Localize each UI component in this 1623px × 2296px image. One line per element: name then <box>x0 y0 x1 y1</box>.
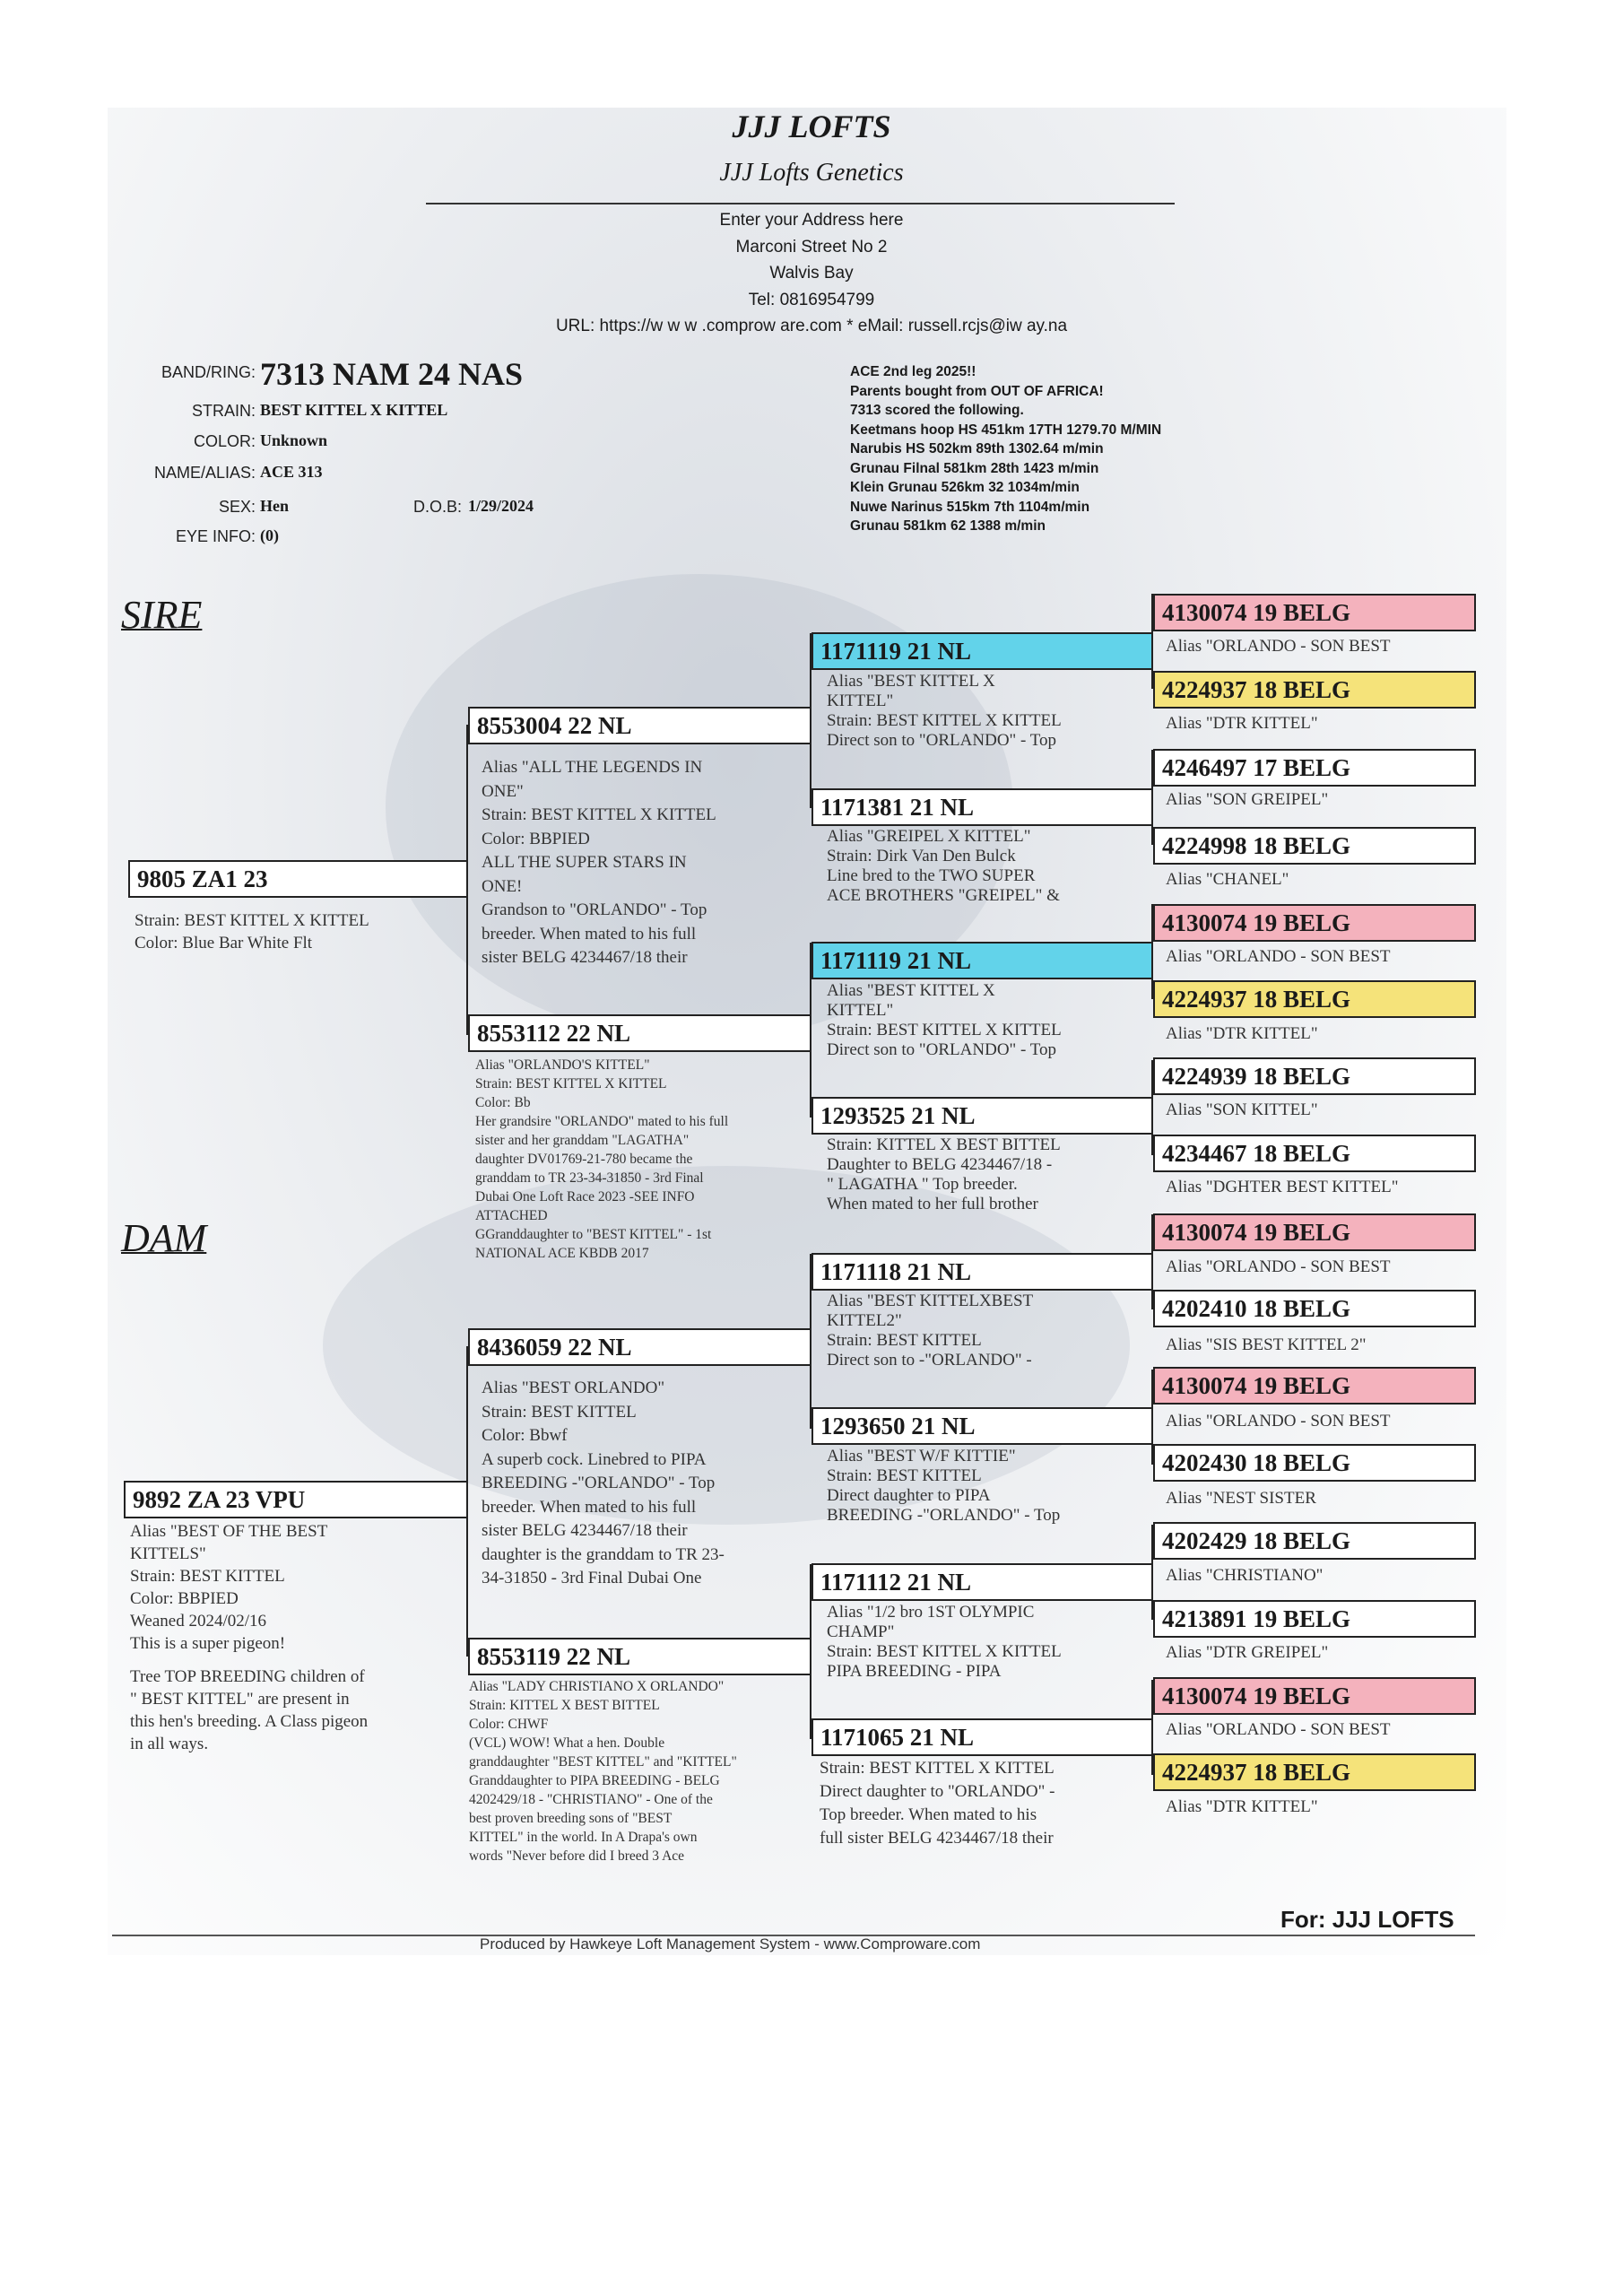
info-line: Grandson to "ORLANDO" - Top <box>482 900 707 919</box>
info-line: words "Never before did I breed 3 Ace <box>469 1848 685 1864</box>
pedigree-alias-gen4: Alias "SIS BEST KITTEL 2" <box>1166 1335 1367 1354</box>
info-line: (VCL) WOW! What a hen. Double <box>469 1735 665 1751</box>
sex-label: SEX: <box>218 498 256 516</box>
info-line: sister BELG 4234467/18 their <box>482 1521 688 1540</box>
info-line: BREEDING -"ORLANDO" - Top <box>482 1474 716 1492</box>
info-line: GGranddaughter to "BEST KITTEL" - 1st <box>475 1227 712 1242</box>
info-line: This is a super pigeon! <box>130 1634 286 1653</box>
info-line: Strain: BEST KITTEL X KITTEL <box>827 1021 1062 1039</box>
info-line: Weaned 2024/02/16 <box>130 1612 267 1631</box>
info-line: this hen's breeding. A Class pigeon <box>130 1712 369 1731</box>
band-label: BAND/RING: <box>161 363 256 381</box>
info-line: Color: BBPIED <box>130 1589 239 1608</box>
note-line: 7313 scored the following. <box>850 403 1024 418</box>
pedigree-info-gen3 <box>827 672 1151 772</box>
info-line: ATTACHED <box>475 1208 548 1223</box>
pedigree-info-gen3 <box>827 1447 1151 1547</box>
pedigree-box-gen4: 4202410 18 BELG <box>1153 1290 1476 1327</box>
info-line: sister and her granddam "LAGATHA" <box>475 1133 690 1148</box>
info-line: A superb cock. Linebred to PIPA <box>482 1449 707 1469</box>
pedigree-box-sire: 9805 ZA1 23 <box>128 860 468 898</box>
pedigree-box-gen4: 4130074 19 BELG <box>1153 1677 1476 1715</box>
info-line: Color: CHWF <box>469 1717 549 1732</box>
address-line: Tel: 0816954799 <box>748 290 875 309</box>
info-line: Direct son to -"ORLANDO" - <box>827 1351 1032 1370</box>
info-line: Line bred to the TWO SUPER <box>827 866 1036 885</box>
info-line: PIPA BREEDING - PIPA <box>827 1662 1002 1681</box>
note-line: Grunau 581km 62 1388 m/min <box>850 518 1046 534</box>
info-line: in all ways. <box>130 1735 209 1753</box>
info-line: KITTEL" in the world. In A Drapa's own <box>469 1830 698 1845</box>
note-line: Nuwe Narinus 515km 7th 1104m/min <box>850 499 1090 515</box>
info-line: Strain: BEST KITTEL X KITTEL <box>827 1642 1062 1661</box>
eye-info-value: (0) <box>260 526 279 544</box>
info-line: Color: Blue Bar White Flt <box>135 934 313 952</box>
info-line: " BEST KITTEL" are present in <box>130 1690 350 1709</box>
info-line: Strain: BEST KITTEL <box>130 1567 285 1586</box>
pedigree-alias-gen4: Alias "ORLANDO - SON BEST <box>1166 947 1391 966</box>
race-notes <box>850 362 1161 536</box>
pedigree-alias-gen4: Alias "ORLANDO - SON BEST <box>1166 1720 1391 1739</box>
info-line: Alias "1/2 bro 1ST OLYMPIC <box>827 1603 1035 1622</box>
info-line: Color: Bbwf <box>482 1426 568 1445</box>
info-line: Granddaughter to PIPA BREEDING - BELG <box>469 1773 720 1788</box>
info-line: NATIONAL ACE KBDB 2017 <box>475 1246 649 1261</box>
pedigree-box-gen3: 1171119 21 NL <box>812 632 1153 670</box>
info-line: Alias "BEST KITTEL X <box>827 672 995 691</box>
info-line: Tree TOP BREEDING children of <box>130 1667 365 1686</box>
info-line: Color: Bb <box>475 1095 531 1110</box>
info-line: ONE" <box>482 781 524 801</box>
sire-heading: SIRE <box>121 593 203 637</box>
pedigree-box-gen3: 1171119 21 NL <box>812 942 1153 979</box>
pedigree-box-gen4: 4224937 18 BELG <box>1153 1753 1476 1791</box>
info-line: Direct daughter to "ORLANDO" - <box>820 1782 1055 1801</box>
info-line: Alias "BEST KITTELXBEST <box>827 1292 1034 1310</box>
pedigree-box-gen4: 4246497 17 BELG <box>1153 749 1476 787</box>
info-line: Strain: BEST KITTEL X KITTEL <box>482 805 716 824</box>
info-line: Alias "GREIPEL X KITTEL" <box>827 827 1031 846</box>
alias-value: ACE 313 <box>260 463 323 481</box>
address-line: Walvis Bay <box>769 264 854 283</box>
page-subtitle: JJJ Lofts Genetics <box>719 159 904 187</box>
info-line: KITTEL" <box>827 1001 894 1020</box>
pedigree-alias-gen4: Alias "NEST SISTER <box>1166 1489 1316 1508</box>
info-line: Top breeder. When mated to his <box>820 1805 1037 1824</box>
info-line: Strain: BEST KITTEL X KITTEL <box>475 1076 667 1091</box>
pedigree-alias-gen4: Alias "CHANEL" <box>1166 870 1289 889</box>
pedigree-box-gen3: 1171118 21 NL <box>812 1253 1153 1291</box>
pedigree-info-gen2 <box>482 756 804 998</box>
info-line: Direct daughter to PIPA <box>827 1486 991 1505</box>
pedigree-alias-gen4: Alias "DGHTER BEST KITTEL" <box>1166 1178 1399 1196</box>
color-value: Unknown <box>260 431 328 449</box>
info-line: ACE BROTHERS "GREIPEL" & <box>827 886 1060 905</box>
note-line: Grunau Filnal 581km 28th 1423 m/min <box>850 460 1099 476</box>
page-title: JJJ LOFTS <box>732 109 891 144</box>
note-line: Keetmans hoop HS 451km 17TH 1279.70 M/MIN <box>850 422 1162 438</box>
url-email-line: URL: https://w w w .comprow are.com * eMail: russell.rcjs@iw ay.na <box>555 317 1068 335</box>
info-line: CHAMP" <box>827 1622 895 1641</box>
info-line: Strain: BEST KITTEL <box>827 1331 982 1350</box>
produced-by-line: Produced by Hawkeye Loft Management System - www.Comproware.com <box>480 1935 981 1952</box>
pedigree-info-dam <box>130 1520 462 1755</box>
info-line: Alias "BEST KITTEL X <box>827 981 995 1000</box>
pedigree-box-gen4: 4130074 19 BELG <box>1153 904 1476 942</box>
info-line: Her grandsire "ORLANDO" mated to his full <box>475 1114 729 1129</box>
pedigree-box-gen4: 4130074 19 BELG <box>1153 594 1476 631</box>
pedigree-alias-gen4: Alias "DTR KITTEL" <box>1166 1024 1318 1043</box>
info-line: KITTELS" <box>130 1544 206 1563</box>
pedigree-box-gen4: 4202429 18 BELG <box>1153 1522 1476 1560</box>
info-line: granddam to TR 23-34-31850 - 3rd Final <box>475 1170 704 1186</box>
pedigree-info-gen2 <box>475 1056 809 1263</box>
pedigree-box-gen4: 4130074 19 BELG <box>1153 1367 1476 1405</box>
pedigree-box-gen3: 1171381 21 NL <box>812 788 1153 826</box>
pedigree-alias-gen4: Alias "ORLANDO - SON BEST <box>1166 1412 1391 1431</box>
info-line: Strain: BEST KITTEL <box>482 1402 637 1422</box>
pedigree-box-gen4: 4202430 18 BELG <box>1153 1444 1476 1482</box>
pedigree-box-gen2: 8436059 22 NL <box>468 1328 812 1366</box>
info-line: " LAGATHA " Top breeder. <box>827 1175 1018 1194</box>
info-line: Strain: BEST KITTEL X KITTEL <box>820 1759 1055 1778</box>
pedigree-box-dam: 9892 ZA 23 VPU <box>124 1481 468 1518</box>
info-line: daughter is the granddam to TR 23- <box>482 1544 725 1564</box>
pedigree-box-gen3: 1171112 21 NL <box>812 1563 1153 1601</box>
info-line: Strain: BEST KITTEL X KITTEL <box>135 911 369 930</box>
info-line: Strain: BEST KITTEL X KITTEL <box>827 711 1062 730</box>
pedigree-box-gen4: 4224937 18 BELG <box>1153 671 1476 709</box>
pedigree-info-gen3 <box>827 981 1151 1082</box>
info-line: full sister BELG 4234467/18 their <box>820 1829 1054 1848</box>
address-line: Enter your Address here <box>719 211 904 230</box>
info-line: Strain: Dirk Van Den Bulck <box>827 847 1016 865</box>
pedigree-alias-gen4: Alias "DTR KITTEL" <box>1166 714 1318 733</box>
dob-value: 1/29/2024 <box>468 497 534 515</box>
note-line: Narubis HS 502km 89th 1302.64 m/min <box>850 441 1104 457</box>
info-line: Alias "LADY CHRISTIANO X ORLANDO" <box>469 1679 725 1694</box>
info-line: Alias "BEST W/F KITTIE" <box>827 1447 1016 1465</box>
note-line: Klein Grunau 526km 32 1034m/min <box>850 480 1080 495</box>
info-line: ONE! <box>482 876 523 896</box>
info-line: Direct son to "ORLANDO" - Top <box>827 731 1057 750</box>
eye-info-label: EYE INFO: <box>175 527 256 545</box>
info-line: Direct son to "ORLANDO" - Top <box>827 1040 1057 1059</box>
pedigree-info-gen3 <box>827 1135 1151 1236</box>
info-line: Strain: KITTEL X BEST BITTEL <box>469 1698 660 1713</box>
pedigree-alias-gen4: Alias "SON KITTEL" <box>1166 1100 1318 1119</box>
pedigree-box-gen4: 4224939 18 BELG <box>1153 1057 1476 1095</box>
info-line: breeder. When mated to his full <box>482 924 697 944</box>
pedigree-box-gen4: 4224937 18 BELG <box>1153 980 1476 1018</box>
info-line: Dubai One Loft Race 2023 -SEE INFO <box>475 1189 695 1205</box>
pedigree-box-gen3: 1171065 21 NL <box>812 1718 1153 1756</box>
note-line: ACE 2nd leg 2025!! <box>850 364 976 379</box>
alias-label: NAME/ALIAS: <box>153 464 256 482</box>
pedigree-alias-gen4: Alias "ORLANDO - SON BEST <box>1166 1257 1391 1276</box>
pedigree-info-gen3 <box>827 827 1151 927</box>
info-line <box>130 1655 462 1665</box>
info-line: granddaughter "BEST KITTEL" and "KITTEL" <box>469 1754 737 1770</box>
for-label: For: JJJ LOFTS <box>1280 1906 1454 1933</box>
info-line: breeder. When mated to his full <box>482 1497 697 1517</box>
pedigree-box-gen4: 4213891 19 BELG <box>1153 1600 1476 1638</box>
info-line: daughter DV01769-21-780 became the <box>475 1152 693 1167</box>
pedigree-info-gen2 <box>482 1377 804 1619</box>
info-line: ALL THE SUPER STARS IN <box>482 853 687 872</box>
pedigree-info-gen3 <box>827 1603 1151 1703</box>
pedigree-box-gen2: 8553119 22 NL <box>468 1638 812 1675</box>
strain-value: BEST KITTEL X KITTEL <box>260 401 448 419</box>
pedigree-box-gen2: 8553112 22 NL <box>468 1014 812 1052</box>
info-line: BREEDING -"ORLANDO" - Top <box>827 1506 1061 1525</box>
sex-value: Hen <box>260 497 290 515</box>
info-line: 34-31850 - 3rd Final Dubai One <box>482 1569 702 1587</box>
pedigree-alias-gen4: Alias "DTR GREIPEL" <box>1166 1643 1329 1662</box>
pedigree-box-gen4: 4130074 19 BELG <box>1153 1213 1476 1251</box>
pedigree-info-gen2 <box>469 1677 810 1866</box>
pedigree-box-gen2: 8553004 22 NL <box>468 707 812 744</box>
band-value: 7313 NAM 24 NAS <box>260 356 523 392</box>
pedigree-alias-gen4: Alias "CHRISTIANO" <box>1166 1566 1324 1585</box>
dam-heading: DAM <box>121 1216 207 1260</box>
info-line: Alias "ORLANDO'S KITTEL" <box>475 1057 650 1073</box>
info-line: When mated to her full brother <box>827 1195 1038 1213</box>
pedigree-box-gen3: 1293650 21 NL <box>812 1407 1153 1445</box>
pedigree-alias-gen4: Alias "SON GREIPEL" <box>1166 790 1329 809</box>
info-line: Alias "BEST ORLANDO" <box>482 1378 665 1397</box>
pedigree-info-gen3 <box>820 1757 1151 1857</box>
info-line: Color: BBPIED <box>482 829 590 848</box>
info-line: Daughter to BELG 4234467/18 - <box>827 1155 1053 1174</box>
pedigree-alias-gen4: Alias "ORLANDO - SON BEST <box>1166 637 1391 656</box>
strain-label: STRAIN: <box>191 402 256 420</box>
info-line: best proven breeding sons of "BEST <box>469 1811 673 1826</box>
info-line: Strain: BEST KITTEL <box>827 1466 982 1485</box>
address-line: Marconi Street No 2 <box>735 237 888 257</box>
pedigree-info-sire <box>135 909 466 954</box>
pedigree-box-gen4: 4224998 18 BELG <box>1153 827 1476 865</box>
info-line: 4202429/18 - "CHRISTIANO" - One of the <box>469 1792 713 1807</box>
color-label: COLOR: <box>193 432 256 450</box>
info-line: Alias "BEST OF THE BEST <box>130 1522 328 1541</box>
address-block <box>0 207 1623 340</box>
info-line: Strain: KITTEL X BEST BITTEL <box>827 1135 1061 1154</box>
pedigree-alias-gen4: Alias "DTR KITTEL" <box>1166 1797 1318 1816</box>
info-line: Alias "ALL THE LEGENDS IN <box>482 758 703 777</box>
pedigree-box-gen3: 1293525 21 NL <box>812 1097 1153 1135</box>
info-line: KITTEL" <box>827 691 894 710</box>
note-line: Parents bought from OUT OF AFRICA! <box>850 383 1104 399</box>
pedigree-info-gen3 <box>827 1292 1151 1392</box>
info-line: sister BELG 4234467/18 their <box>482 948 688 967</box>
pedigree-box-gen4: 4234467 18 BELG <box>1153 1135 1476 1172</box>
header-divider <box>426 203 1175 204</box>
dob-label: D.O.B: <box>412 498 462 516</box>
info-line: KITTEL2" <box>827 1311 902 1330</box>
